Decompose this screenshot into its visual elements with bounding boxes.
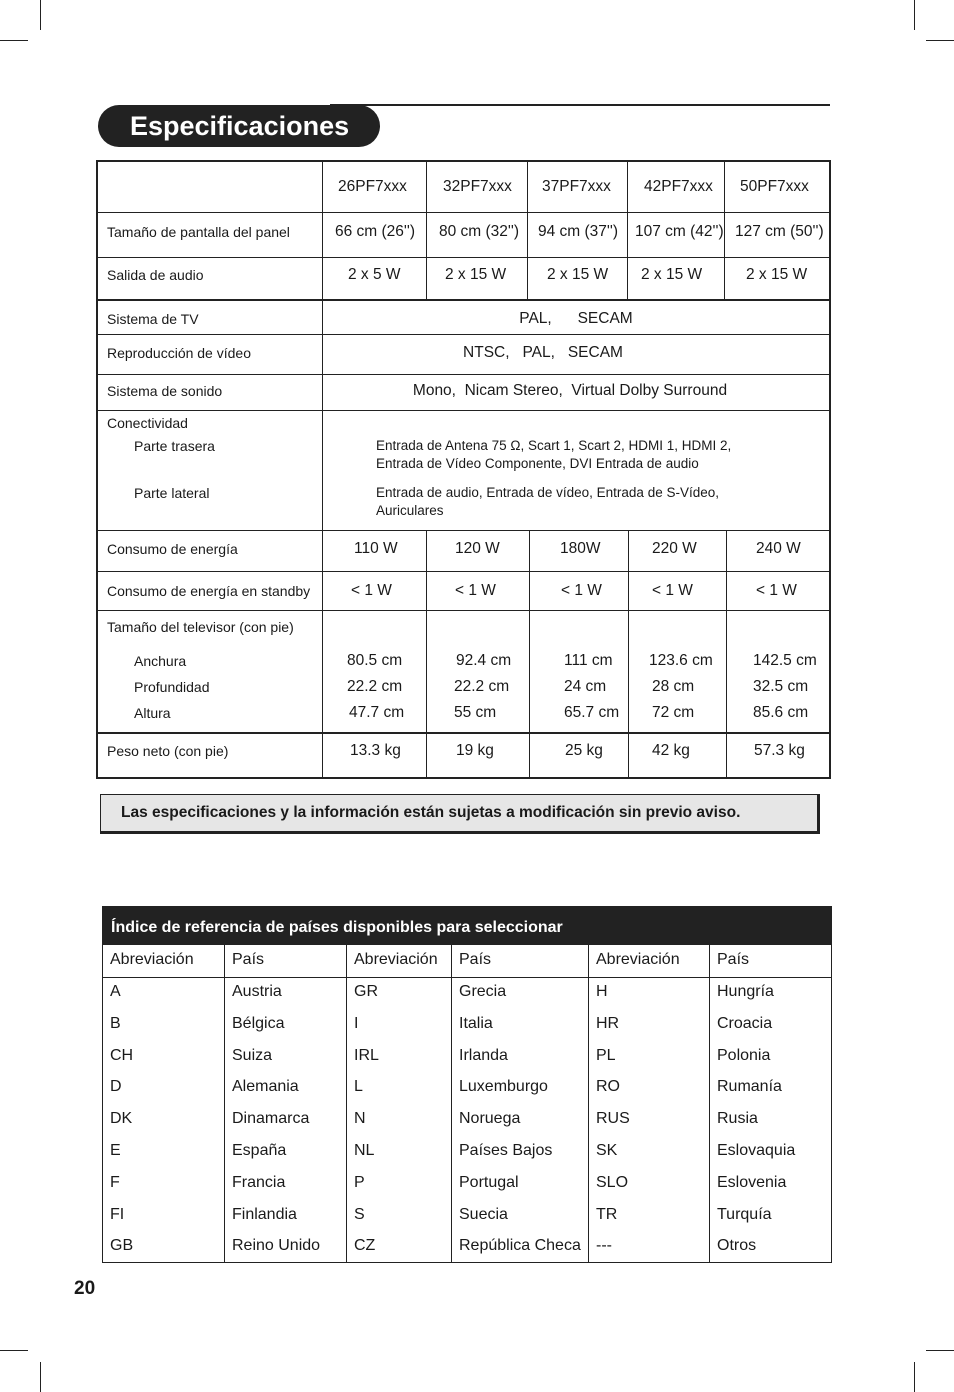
col-divider — [627, 162, 628, 300]
spec-value: 220 W — [652, 540, 697, 557]
spec-value: PAL, SECAM — [519, 310, 633, 327]
country-abbreviation: PL — [596, 1046, 616, 1064]
country-name: Suiza — [232, 1046, 273, 1064]
country-name: España — [232, 1142, 287, 1159]
country-name: Alemania — [232, 1078, 299, 1096]
spec-value: 2 x 15 W — [746, 266, 808, 283]
country-name: Turquía — [717, 1205, 772, 1223]
country-name: Reino Unido — [232, 1237, 321, 1255]
col-divider — [726, 530, 727, 779]
country-name: República Checa — [459, 1237, 581, 1255]
sub-label: Profundidad — [134, 679, 210, 695]
page-number: 20 — [74, 1278, 96, 1299]
model-header: 26PF7xxx — [338, 178, 407, 195]
spec-value: 142.5 cm — [753, 652, 817, 669]
spec-value: 24 cm — [564, 678, 607, 695]
spec-value: 2 x 5 W — [348, 266, 401, 283]
row-label: Reproducción de vídeo — [107, 345, 251, 361]
spec-value: 123.6 cm — [649, 652, 713, 669]
country-name: Francia — [232, 1173, 286, 1191]
spec-value: NTSC, PAL, SECAM — [463, 344, 623, 361]
spec-value: 2 x 15 W — [547, 266, 609, 283]
row-divider — [98, 530, 829, 531]
row-label: Consumo de energía — [107, 541, 238, 557]
crop-mark — [40, 1362, 41, 1392]
country-name: Polonia — [717, 1046, 771, 1064]
column-header: Abreviación — [354, 951, 438, 968]
country-abbreviation: GR — [354, 983, 378, 1000]
country-abbreviation: RUS — [596, 1110, 630, 1128]
spec-value: 32.5 cm — [753, 678, 809, 695]
country-name: Dinamarca — [232, 1110, 310, 1128]
country-abbreviation: P — [354, 1173, 365, 1191]
spec-value: 240 W — [756, 540, 801, 557]
col-divider — [527, 162, 528, 300]
row-label: Tamaño de pantalla del panel — [107, 224, 290, 240]
col-divider — [224, 945, 225, 1262]
country-abbreviation: S — [354, 1205, 365, 1223]
row-divider — [98, 610, 829, 611]
spec-value: 25 kg — [565, 742, 603, 759]
col-divider — [628, 530, 629, 779]
country-abbreviation: --- — [596, 1237, 612, 1255]
country-abbreviation: N — [354, 1110, 366, 1128]
country-name: Suecia — [459, 1205, 508, 1223]
spec-value: 92.4 cm — [456, 652, 512, 669]
spec-value: 127 cm (50'') — [735, 223, 824, 240]
country-abbreviation: FI — [110, 1205, 125, 1223]
sub-label: Anchura — [134, 653, 187, 669]
spec-value: 65.7 cm — [564, 704, 620, 721]
col-divider — [451, 945, 452, 1262]
row-divider — [98, 257, 829, 258]
country-abbreviation: E — [110, 1142, 121, 1159]
row-divider — [98, 334, 829, 335]
country-name: Países Bajos — [459, 1142, 553, 1159]
country-abbreviation: I — [354, 1014, 359, 1032]
spec-value: 2 x 15 W — [641, 266, 703, 283]
model-header: 37PF7xxx — [542, 178, 611, 195]
column-header: Abreviación — [110, 951, 194, 968]
spec-value: 47.7 cm — [349, 704, 405, 721]
spec-value: 57.3 kg — [754, 742, 805, 759]
header-divider — [103, 977, 831, 978]
column-header: País — [232, 951, 265, 968]
row-label: Tamaño del televisor (con pie) — [107, 619, 294, 635]
column-header: Abreviación — [596, 951, 680, 968]
country-name: Rusia — [717, 1110, 758, 1128]
spec-value: 22.2 cm — [347, 678, 403, 695]
sub-label: Parte trasera — [134, 438, 215, 454]
spec-value: 85.6 cm — [753, 704, 809, 721]
spec-value: < 1 W — [351, 582, 392, 599]
crop-mark — [40, 0, 41, 30]
row-divider — [98, 212, 829, 213]
crop-mark — [0, 1350, 28, 1351]
country-name: Finlandia — [232, 1205, 297, 1223]
spec-value: Entrada de audio, Entrada de vídeo, Entrada de S-Vídeo, — [376, 485, 719, 500]
spec-value: Entrada de Vídeo Componente, DVI Entrada de audio — [376, 456, 699, 471]
spec-value: 72 cm — [652, 704, 695, 721]
spec-value: 66 cm (26'') — [335, 223, 415, 240]
spec-value: 28 cm — [652, 678, 695, 695]
country-abbreviation: CH — [110, 1046, 134, 1064]
country-name: Otros — [717, 1237, 757, 1255]
notice-box: Las especificaciones y la información están sujetas a modificación sin previo aviso. — [100, 794, 820, 834]
sub-label: Altura — [134, 705, 171, 721]
spec-value: Entrada de Antena 75 Ω, Scart 1, Scart 2, HDMI 1, HDMI 2, — [376, 438, 732, 453]
row-label: Sistema de sonido — [107, 383, 223, 399]
country-abbreviation: SLO — [596, 1173, 629, 1191]
country-name: Hungría — [717, 983, 774, 1000]
country-abbreviation: F — [110, 1173, 120, 1191]
country-name: Noruega — [459, 1110, 521, 1128]
country-abbreviation: IRL — [354, 1046, 379, 1064]
spec-value: 180W — [560, 540, 601, 557]
country-name: Bélgica — [232, 1014, 285, 1032]
country-abbreviation: TR — [596, 1205, 618, 1223]
country-name: Rumanía — [717, 1078, 782, 1096]
spec-value: 13.3 kg — [350, 742, 401, 759]
col-divider — [724, 162, 725, 300]
spec-value: 94 cm (37'') — [538, 223, 618, 240]
row-divider — [98, 571, 829, 572]
page-title: Especificaciones — [98, 105, 380, 147]
spec-value: 80 cm (32'') — [439, 223, 519, 240]
column-header: País — [459, 951, 492, 968]
col-divider — [346, 945, 347, 1262]
spec-value: 55 cm — [454, 704, 497, 721]
col-divider — [426, 162, 427, 300]
spec-table — [96, 160, 831, 779]
col-divider — [529, 530, 530, 779]
country-name: Eslovaquia — [717, 1142, 796, 1159]
row-divider — [98, 732, 829, 734]
model-header: 50PF7xxx — [740, 178, 809, 195]
crop-mark — [926, 40, 954, 41]
row-label: Peso neto (con pie) — [107, 743, 229, 759]
row-label: Conectividad — [107, 415, 188, 431]
country-abbreviation: H — [596, 983, 608, 1000]
row-divider — [98, 374, 829, 375]
col-divider — [588, 945, 589, 1262]
country-name: Grecia — [459, 983, 507, 1000]
crop-mark — [914, 1362, 915, 1392]
col-divider — [322, 162, 323, 779]
row-divider — [98, 299, 829, 301]
column-header: País — [717, 951, 750, 968]
model-header: 42PF7xxx — [644, 178, 713, 195]
country-name: Croacia — [717, 1014, 773, 1032]
country-abbreviation: CZ — [354, 1237, 376, 1255]
spec-value: 22.2 cm — [454, 678, 510, 695]
country-abbreviation: NL — [354, 1142, 375, 1159]
country-abbreviation: D — [110, 1078, 122, 1096]
country-name: Austria — [232, 983, 282, 1000]
spec-value: < 1 W — [756, 582, 797, 599]
col-divider — [426, 530, 427, 779]
row-label: Sistema de TV — [107, 311, 199, 327]
country-name: Luxemburgo — [459, 1078, 548, 1096]
country-table — [102, 906, 832, 1263]
spec-value: 111 cm — [564, 652, 613, 669]
crop-mark — [0, 40, 28, 41]
spec-value: < 1 W — [561, 582, 602, 599]
country-abbreviation: L — [354, 1078, 363, 1096]
country-abbreviation: B — [110, 1014, 121, 1032]
spec-value: Mono, Nicam Stereo, Virtual Dolby Surround — [412, 382, 728, 399]
spec-value: 2 x 15 W — [445, 266, 507, 283]
spec-value: 107 cm (42'') — [635, 223, 724, 240]
row-divider — [98, 410, 829, 411]
country-name: Eslovenia — [717, 1173, 787, 1191]
title-rule — [330, 104, 830, 106]
spec-value: 120 W — [455, 540, 500, 557]
crop-mark — [926, 1350, 954, 1351]
country-table-title: Índice de referencia de países disponibles para seleccionar — [103, 907, 831, 945]
country-name: Portugal — [459, 1173, 519, 1191]
spec-value: Auriculares — [376, 503, 444, 518]
country-abbreviation: SK — [596, 1142, 618, 1159]
crop-mark — [914, 0, 915, 30]
country-name: Irlanda — [459, 1046, 508, 1064]
country-name: Italia — [459, 1014, 493, 1032]
spec-value: 19 kg — [456, 742, 494, 759]
spec-value: 110 W — [354, 540, 398, 557]
spec-value: 80.5 cm — [347, 652, 403, 669]
model-header: 32PF7xxx — [443, 178, 512, 195]
country-abbreviation: DK — [110, 1110, 133, 1128]
col-divider — [709, 945, 710, 1262]
row-label: Salida de audio — [107, 267, 204, 283]
spec-value: 42 kg — [652, 742, 690, 759]
spec-value: < 1 W — [455, 582, 496, 599]
country-abbreviation: A — [110, 983, 121, 1000]
spec-value: < 1 W — [652, 582, 693, 599]
country-abbreviation: RO — [596, 1078, 620, 1096]
sub-label: Parte lateral — [134, 485, 210, 501]
country-abbreviation: HR — [596, 1014, 620, 1032]
country-abbreviation: GB — [110, 1237, 134, 1255]
row-label: Consumo de energía en standby — [107, 583, 311, 599]
